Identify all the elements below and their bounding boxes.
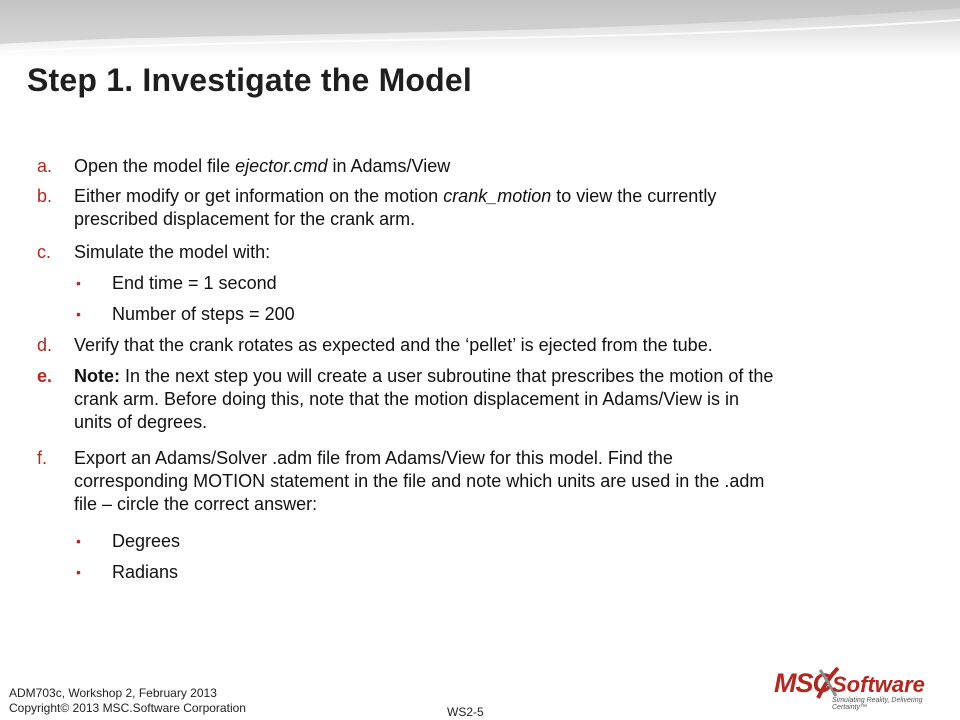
item-marker: c.: [37, 242, 52, 262]
item-marker: f.: [37, 448, 48, 468]
item-marker: a.: [37, 156, 53, 176]
slide-number: WS2-5: [447, 705, 484, 719]
bullet-icon: •: [76, 306, 81, 322]
item-marker: b.: [37, 186, 53, 206]
bullet-icon: •: [76, 275, 81, 291]
logo-tagline: Simulating Reality, Delivering Certainty™: [832, 697, 923, 711]
logo-software-text: Software: [832, 672, 925, 697]
footer-copyright: ADM703c, Workshop 2, February 2013 Copyright© 2013 MSC.Software Corporation: [9, 686, 246, 715]
item-marker: d.: [37, 335, 53, 355]
bullet-icon: •: [76, 564, 81, 580]
instructions-list: a. Open the model file ejector.cmd in Adams/View b. Either modify or get information on the motion crank_motion to view the currently prescribed displacement for the crank arm. c. Simulate the model with: • End time = 1 second • Number of steps = 200 d. Verify that the crank rotates as expected and the ‘pellet’ is ejected from the tube. e. Note: In the next step you will create a user subroutine that prescribes the motion of the crank arm. Before doing this, note that the motion displacement in Adams/View is in units of degrees. f. Export an Adams/Solver .adm file from Adams/View for this model. Find the corresponding MOTION statement in the file and note which units are used in the .adm file – circle the correct answer: • Degrees • Radians: [37, 156, 774, 582]
page-title: Step 1. Investigate the Model: [27, 62, 473, 98]
logo-msc-text: MSC: [774, 668, 831, 698]
msc-software-logo: [772, 666, 952, 711]
bullet-icon: •: [76, 533, 81, 549]
item-marker: e.: [37, 366, 53, 386]
